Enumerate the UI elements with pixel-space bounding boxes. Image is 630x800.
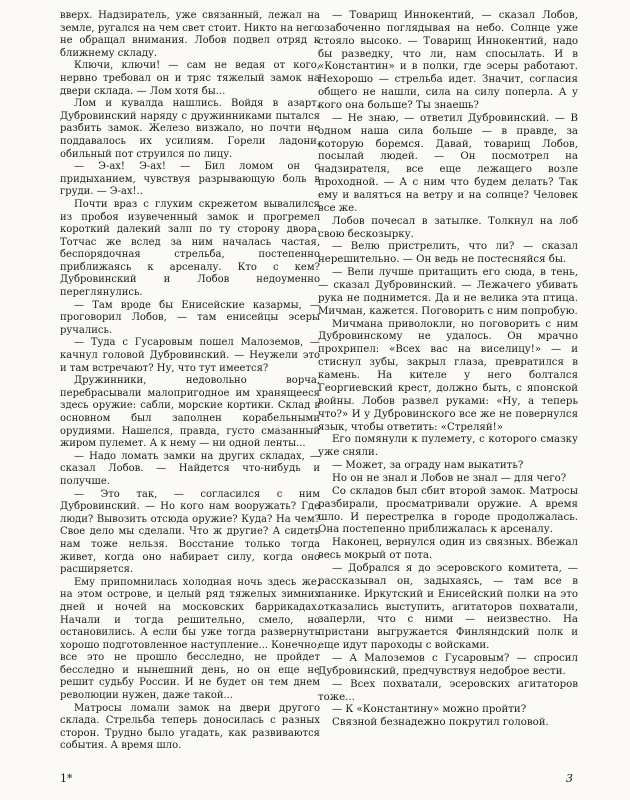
paragraph: Лобов почесал в затылке. Толкнул на лоб свою бескозырку. [318,215,578,240]
paragraph: Но он не знал и Лобов не знал — для чего? [332,472,567,484]
text-column-left [60,10,320,753]
paragraph: — Там вроде бы Енисейские казармы, — проговорил Лобов, — там енисейцы эсеры ручались. [60,299,320,336]
paragraph: Матросы ломали замок на двери другого склада. Стрельба теперь доносилась с разных сторон. Трудно было угадать, как развиваются события. А время шло. [60,702,320,752]
paragraph: — Товарищ Иннокентий, — сказал Лобов, озабоченно поглядывая на небо. Солнце уже стояло высоко. — Товарищ Иннокентий, надо бы разведку, что ли, нам спосылать. И в «Константин» и в полки, где эсеры работают. Нехорошо — стрельба идет. Значит, согласия общего не нашли, сила на силу поперла. А у кого она больше? Ты знаешь? [318,10,578,112]
signature-mark: 1* [60,772,73,785]
paragraph: Мичмана приволокли, но поговорить с ним Дубровинскому не удалось. Он мрачно прохрипел: «Всех вас на виселицу!» — и стиснул зубы, закрыл глаза, превратился в камень. На кителе у него болтался Георгиевский крест, должно быть, с японской войны. Лобов развел руками: «Ну, а теперь что?» И у Дубровинского все же не повернулся язык, чтобы ответить: «Стреляй!» [318,318,578,433]
paragraph: — Всех похватали, эсеровских агитаторов тоже... [318,678,578,703]
paragraph: — Может, за ограду нам выкатить? [332,460,524,472]
text-column-right [318,10,578,730]
paragraph: — Велю пристрелить, что ли? — сказал нерешительно. — Он ведь не постесняйся бы. [318,241,578,266]
paragraph: — Это так, — согласился с ним Дубровинский. — Но кого нам вооружать? Где люди? Вывозить отсюда оружие? Куда? На чем? Свое дело мы сделали. Что ж другие? А сидеть нам тоже нельзя. Восстание только тогда живет, когда оно набирает силу, когда оно расширяется. [60,488,320,576]
paragraph: Дружинники, недовольно ворча, перебрасывали малопригодное им хранящееся здесь оружие: сабли, морские кортики. Склад в основном был заполнен корабельными орудиями. Нашелся, правда, густо смазанный жиром пулемет. А к нему — ни одной ленты... [60,375,320,450]
paragraph: — Добрался я до эсеровского комитета, — рассказывал он, задыхаясь, — там все в панике. Иркутский и Енисейский полки на это отказались выступить, агитаторов похватали, заперли, что с ними — неизвестно. На пристани выгружается Финляндский полк и еще идут пароходы с войсками. [318,562,578,652]
paragraph: Ему припомнилась холодная ночь здесь же, на этом острове, и целый ряд тяжелых зимних дней и ночей на московских баррикадах. Начали и тогда решительно, смело, но остановились. А если бы уже тогда развернуть хорошо подготовленное наступление... Конечно, все это не прошло бесследно, не пройдет бесследно и нынешний день, но он еще не решит судьбу России. И не будет он тем днем революции нужен, даже такой... [60,576,320,702]
paragraph: — Не знаю, — ответил Дубровинский. — В одном наша сила больше — в правде, за которую боремся. Давай, товарищ Лобов, посылай людей. — Он посмотрел на надзирателя, все еще лежащего возле проходной. — А с ним что будем делать? Так ему и валяться на ветру и на солнце? Человек все же. [318,112,578,214]
paragraph: Ключи, ключи! — сам не ведая от кого, нервно требовал он и тряс тяжелый замок на двери склада. — Лом хотя бы... [60,60,320,97]
paragraph: — Э-ах! Э-ах! — Бил ломом он с придыханием, чувствуя разрывающую боль в груди. — Э-ах!.. [60,161,320,198]
paragraph: Почти враз с глухим скрежетом вывалился из пробоя изувеченный замок и прогремел короткий далекий залп по ту сторону двора. Тотчас же вслед за ним началась частая, беспорядочная стрельба, постепенно приближаясь к арсеналу. Кто с кем? Дубровинский и Лобов недоуменно переглянулись. [60,198,320,299]
paragraph: — Надо ломать замки на других складах, — сказал Лобов. — Найдется что-нибудь и получше. [60,450,320,487]
paragraph: — А Малоземов с Гусаровым? — спросил Дубровинский, предчувствуя недоброе вести. [318,652,578,677]
page-number: 3 [566,772,573,785]
paragraph: — К «Константину» можно пройти? [332,704,527,716]
paragraph: — Вели лучше притащить его сюда, в тень, — сказал Дубровинский. — Лежачего убивать рука не поднимется. Да и не велика эта птица. Мичман, кажется. Поговорить с ним попробую. [318,267,578,317]
paragraph: — Туда с Гусаровым пошел Малоземов, — качнул головой Дубровинский. — Неужели это и там встречают? Ну, что тут имеется? [60,337,320,374]
paragraph: Лом и кувалда нашлись. Войдя в азарт, Дубровинский наряду с дружинниками пытался разбить замок. Железо визжало, но почти не поддавалось их усилиям. Горели ладони, обильный пот струился по лицу. [60,98,320,160]
paragraph: Связной безнадежно покрутил головой. [332,717,549,729]
paragraph: Его помянули к пулемету, с которого смазку уже сняли. [318,434,578,459]
paragraph: вверх. Надзиратель, уже связанный, лежал на земле, ругался на чем свет стоит. Никто на него не обращал внимания. Лобов подвел отряд к ближнему складу. [60,10,320,59]
paragraph: Наконец, вернулся один из связных. Вбежал весь мокрый от пота. [318,537,578,562]
paragraph: Со складов был сбит второй замок. Матросы разбирали, просматривали оружие. А время шло. И перестрелка в городе продолжалась. Она постепенно приближалась к арсеналу. [318,485,578,536]
